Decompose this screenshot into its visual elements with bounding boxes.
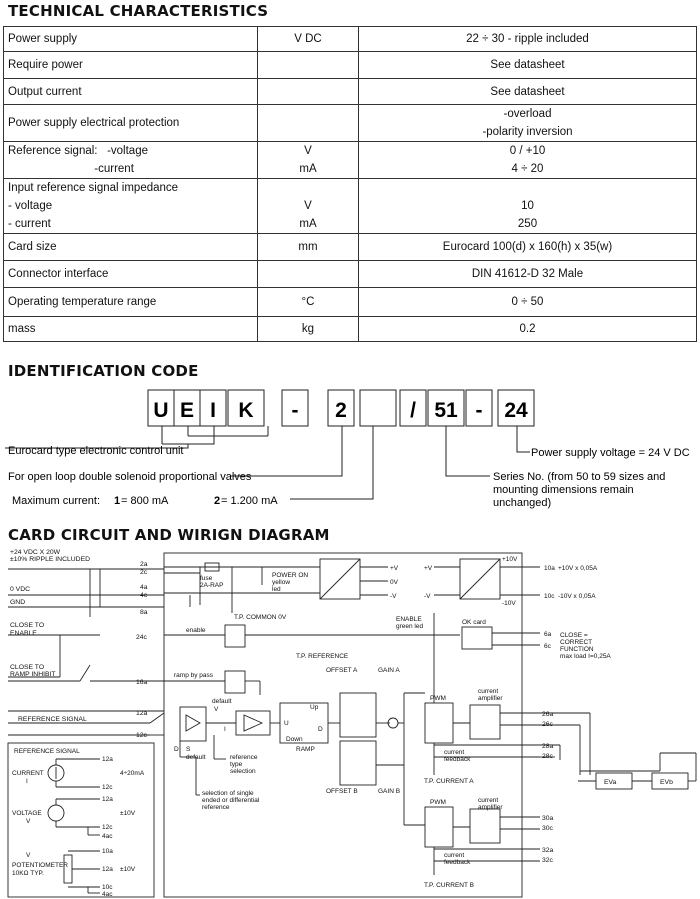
cell-line: Connector interface [8,268,109,280]
current-amp-b-2: amplifier [478,804,503,811]
plus-v-2: +V [424,565,433,572]
minus-v: -V [390,593,397,600]
current-fb-a-2: feedback [444,756,471,763]
ramp-u: U [284,720,289,727]
power-on-1: POWER ON [272,572,309,579]
cell-line: 0.2 [519,323,536,335]
close-correct-3: FUNCTION [560,646,594,653]
cell-param [4,288,258,317]
cell-line: Operating temperature range [8,296,157,308]
code-box-text: - [475,399,483,422]
cell-line [262,114,354,132]
up-label: Up [310,704,319,711]
cell-line: See datasheet [490,59,565,71]
cell-line: 22 ÷ 30 - ripple included [466,33,589,45]
table-row [4,288,697,317]
code-box-text: 24 [504,399,528,422]
fuse-1: fuse [200,575,213,582]
supply-line-2: ±10% RIPPLE INCLUDED [10,556,91,563]
cell-line: Card size [8,241,57,253]
inset-voltage-range: ±10V [120,810,136,817]
v-label: V [214,706,219,713]
circuit-title: CARD CIRCUIT AND WIRIGN DIAGRAM [8,526,330,544]
cell-unit [258,288,359,317]
ok-card: OK card [462,619,486,626]
inset-pin-12a-2: 12a [102,796,113,803]
cell-line: See datasheet [490,85,565,98]
cell-line: -polarity inversion [482,126,573,138]
minus-v-2: -V [424,593,431,600]
minus10-label: -10V [502,600,516,607]
cell-line [262,179,354,197]
current-amp-a-1: current [478,688,499,695]
offset-a: OFFSET A [326,667,358,674]
inset-v2: V [26,852,31,859]
sel-1: selection of single [202,790,254,797]
table-row [4,142,697,179]
supply-line-1: +24 VDC X 20W [10,549,61,556]
cell-unit [258,234,359,261]
code-box-text: U [153,399,169,422]
cell-line: mA [299,163,317,175]
pwm-b: PWM [430,799,446,806]
pin-8a: 8a [140,609,148,616]
ramp-label: RAMP [296,746,315,753]
pin-12c: 12c [136,732,147,739]
opt1-value: = 800 mA [121,495,169,507]
pin-30c: 30c [542,825,553,832]
ramp-by-pass: ramp by pass [174,672,214,679]
tp-current-a: T.P. CURRENT A [424,778,474,785]
cell-line: 4 ÷ 20 [511,163,544,175]
table-row [4,179,697,234]
pin-26c: 26c [542,721,553,728]
ramp-d: D [318,726,323,733]
inset-title: REFERENCE SIGNAL [14,748,80,755]
plus-v: +V [390,565,399,572]
inset-pin-12a-1: 12a [102,756,113,763]
ref-signal-label: REFERENCE SIGNAL [18,716,87,723]
cell-line [363,179,692,197]
inset-pin-12c-2: 12c [102,824,113,831]
sel-3: reference [202,804,230,811]
tp-common: T.P. COMMON 0V [234,614,287,621]
code-box-text: K [238,399,254,422]
technical-title: TECHNICAL CHARACTERISTICS [8,2,269,20]
cell-line: DIN 41612-D 32 Male [471,268,584,280]
offset-b: OFFSET B [326,788,358,795]
pin-4a: 4a [140,584,148,591]
cell-param [4,105,258,142]
current-fb-b-1: current [444,852,465,859]
desc-series-2: mounting dimensions remain [493,484,634,496]
cell-line: V DC [294,33,322,45]
code-box-text: E [179,399,195,422]
opt2-value: = 1.200 mA [221,495,278,507]
inset-pot-range: ±10V [120,866,136,873]
out-10c: -10V x 0,05A [558,593,596,600]
ref-type-1: reference [230,754,258,761]
table-row [4,317,697,342]
inset-pin-10a: 10a [102,848,113,855]
cell-param [4,179,258,234]
pin-12a: 12a [136,710,148,717]
cell-line: 250 [517,218,538,230]
table-row [4,105,697,142]
wiring-diagram [0,545,700,899]
pin-10a: 10a [544,565,555,572]
inset-current: CURRENT [12,770,44,777]
cell-unit [258,317,359,342]
d-label: D [174,746,179,753]
cell-value [359,79,697,105]
cell-line: Output current [8,85,82,98]
inset-voltage: VOLTAGE [12,810,42,817]
ref-type-2: type [230,761,243,768]
pin-16a: 16a [136,679,148,686]
inset-pot-2: 10KΩ TYP. [12,870,44,877]
i-label: I [224,726,226,733]
desc-supply: Power supply voltage = 24 V DC [531,447,690,459]
gain-a: GAIN A [378,667,400,674]
cell-line: kg [301,323,315,335]
cell-line: Input reference signal impedance [8,182,179,194]
pin-28a: 28a [542,743,554,750]
cell-line: Power supply [8,33,78,45]
pin-26a: 26a [542,711,554,718]
current-amp-b-1: current [478,797,499,804]
desc-valves: For open loop double solenoid proportional valves [8,471,252,483]
identification-title: IDENTIFICATION CODE [8,362,199,380]
cell-unit [258,142,359,179]
pin-6c: 6c [544,643,551,650]
enable-led-2: green led [396,623,424,630]
cell-line: -current [8,163,134,175]
inset-v: V [26,818,31,825]
cell-param [4,261,258,288]
cell-param [4,52,258,79]
desc-series-3: unchanged) [493,497,552,509]
ref-type-3: selection [230,768,256,775]
cell-value [359,317,697,342]
cell-line: Require power [8,59,83,71]
cell-line: Power supply electrical protection [8,117,180,129]
cell-line: -overload [503,108,552,120]
cell-line: mass [8,323,36,335]
evb-label: EVb [660,779,673,786]
pin-32c: 32c [542,857,553,864]
pin-32a: 32a [542,847,554,854]
cell-value [359,52,697,79]
cell-line: mm [298,241,318,253]
cell-value [359,234,697,261]
inset-current-range: 4÷20mA [120,770,145,777]
inset-pin-12a-3: 12a [102,866,113,873]
table-row [4,234,697,261]
cell-line: mA [299,218,317,230]
power-on-2: yellow [272,579,291,586]
close-ramp-2: RAMP INHIBIT [10,671,56,678]
cell-line: 10 [521,200,534,212]
desc-unit: Eurocard type electronic control unit [8,445,184,457]
current-fb-a-1: current [444,749,465,756]
power-on-3: led [272,586,281,593]
code-box [360,390,396,426]
inset-pin-4ac-3: 4ac [102,891,113,898]
inset-pin-4ac-2: 4ac [102,833,113,840]
cell-param [4,234,258,261]
pin-28c: 28c [542,753,553,760]
cell-unit [258,79,359,105]
pin-2c: 2c [140,569,148,576]
pin-30a: 30a [542,815,554,822]
inset-i: I [26,778,28,785]
cell-param [4,79,258,105]
opt2: 2 [214,495,221,507]
close-enable-1: CLOSE TO [10,622,45,629]
cell-param [4,317,258,342]
max-current-label: Maximum current: [12,495,101,507]
cell-line: 0 ÷ 50 [511,296,544,308]
inset-pot-1: POTENTIOMETER [12,862,68,869]
cell-line: - current [8,218,51,230]
code-box-text: 2 [335,399,347,422]
cell-line [262,265,354,283]
vdc0-label: 0 VDC [10,586,31,593]
cell-unit [258,179,359,234]
identification-code-diagram [0,386,700,516]
close-correct-1: CLOSE = [560,632,588,639]
cell-unit [258,27,359,52]
code-box-text: 51 [434,399,458,422]
cell-param [4,142,258,179]
down-label: Down [286,736,303,743]
pin-2a: 2a [140,561,148,568]
cell-unit [258,261,359,288]
cell-line: Eurocard 100(d) x 160(h) x 35(w) [442,241,613,253]
s-default: default [186,754,206,761]
pin-4c: 4c [140,592,148,599]
cell-unit [258,52,359,79]
desc-series-1: Series No. (from 50 to 59 sizes and [493,471,666,483]
tp-reference: T.P. REFERENCE [296,653,349,660]
code-box-text: - [291,399,299,422]
opt1: 1 [114,495,121,507]
zero-v: 0V [390,579,398,586]
default-label: default [212,698,232,705]
cell-value [359,179,697,234]
code-box-text: I [210,399,216,422]
cell-line: °C [301,296,315,308]
cell-line [262,83,354,101]
cell-value [359,105,697,142]
inset-pin-10c: 10c [102,884,113,891]
table-row [4,261,697,288]
cell-value [359,142,697,179]
cell-unit [258,105,359,142]
cell-line: - voltage [8,200,53,212]
out-10a: +10V x 0,05A [558,565,598,572]
code-box-text: / [410,399,416,422]
cell-line: 0 / +10 [509,145,546,157]
plus10-label: +10V [502,556,518,563]
current-amp-a-2: amplifier [478,695,503,702]
cell-value [359,27,697,52]
pin-10c: 10c [544,593,555,600]
pwm-a: PWM [430,695,446,702]
current-fb-b-2: feedback [444,859,471,866]
cell-line: Reference signal: -voltage [8,145,148,157]
close-enable-2: ENABLE [10,630,37,637]
technical-table [3,26,697,342]
fuse-2: 2A-RAP [200,582,224,589]
gnd-label: GND [10,599,26,606]
sel-2: ended or differential [202,797,260,804]
enable-led-1: ENABLE [396,616,422,623]
cell-value [359,288,697,317]
close-correct-4: max load I=0,25A [560,653,611,660]
tp-current-b: T.P. CURRENT B [424,882,474,889]
cell-line [262,56,354,74]
table-row [4,27,697,52]
s-label: S [186,746,191,753]
cell-param [4,27,258,52]
close-correct-2: CORRECT [560,639,593,646]
enable-label: enable [186,627,206,634]
cell-value [359,261,697,288]
code-boxes [148,390,534,426]
gain-b: GAIN B [378,788,401,795]
inset-pin-12c-1: 12c [102,784,113,791]
table-row [4,79,697,105]
close-ramp-1: CLOSE TO [10,664,45,671]
cell-line: V [304,200,312,212]
cell-line: V [304,145,312,157]
eva-label: EVa [604,779,617,786]
table-row [4,52,697,79]
pin-6a: 6a [544,631,552,638]
pin-24c: 24c [136,634,147,641]
